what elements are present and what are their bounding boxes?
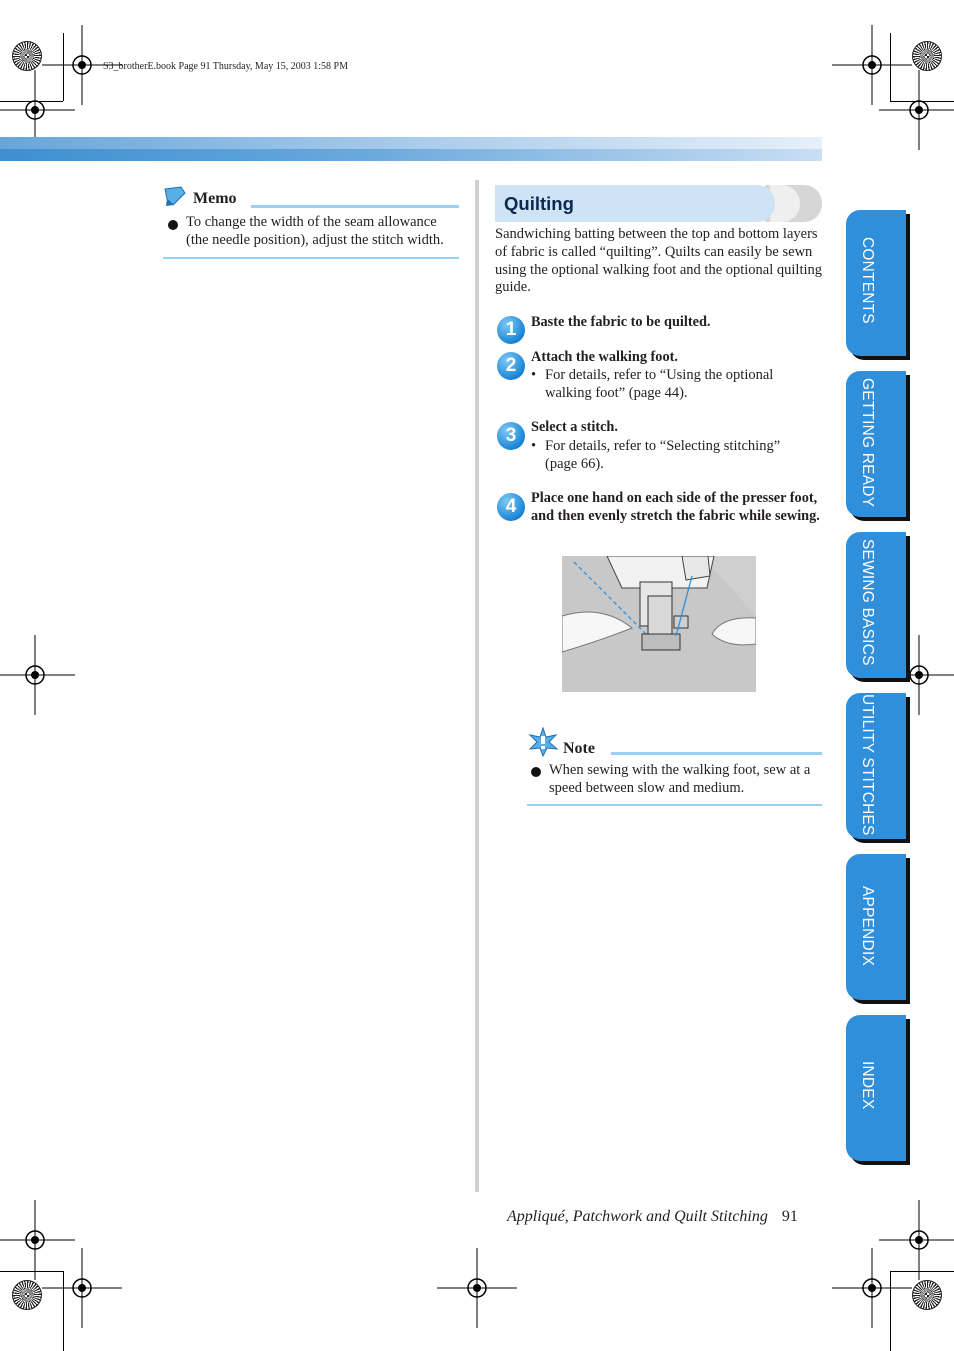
tab-utility-stitches[interactable] xyxy=(846,693,906,839)
step-detail-text: For details, refer to “Selecting stitching” (page 66). xyxy=(545,438,781,472)
trim-line xyxy=(0,1271,63,1272)
step-title: Select a stitch. xyxy=(531,419,618,435)
rosette-mark-icon xyxy=(912,41,942,71)
note-star-icon xyxy=(527,727,559,757)
memo-header xyxy=(163,185,459,209)
trim-line xyxy=(63,33,64,101)
registration-mark-icon xyxy=(42,1248,122,1328)
memo-title: Memo xyxy=(193,190,237,207)
note-rule xyxy=(611,752,822,755)
bullet-icon: • xyxy=(531,367,537,383)
step-title: Place one hand on each side of the presser foot, and then evenly stretch the fabric while sewing. xyxy=(531,490,820,524)
memo-item xyxy=(168,213,460,249)
trim-line xyxy=(890,33,891,101)
tab-contents[interactable] xyxy=(846,210,906,356)
note-bottom-rule xyxy=(527,804,822,806)
step-title: Attach the walking foot. xyxy=(531,349,678,365)
tab-label: UTILITY STITCHES xyxy=(859,694,876,836)
tab-index[interactable] xyxy=(846,1015,906,1161)
step-detail-text: For details, refer to “Using the optional walking foot” (page 44). xyxy=(545,367,774,401)
tab-label: CONTENTS xyxy=(859,237,876,324)
tab-appendix[interactable] xyxy=(846,854,906,1000)
chapter-title: Appliqué, Patchwork and Quilt Stitching xyxy=(507,1208,768,1225)
memo-bottom-rule xyxy=(163,257,459,259)
step-number-2: 2 xyxy=(497,352,525,380)
registration-mark-icon xyxy=(832,1248,912,1328)
memo-rule xyxy=(251,205,459,208)
bullet-icon xyxy=(168,217,178,235)
step-number-1: 1 xyxy=(497,316,525,344)
note-item-text: When sewing with the walking foot, sew at a speed between slow and medium. xyxy=(549,762,811,796)
walking-foot-illustration xyxy=(562,556,756,692)
step-number-3: 3 xyxy=(497,422,525,450)
bullet-icon xyxy=(531,765,541,783)
tab-label: SEWING BASICS xyxy=(859,539,876,666)
bullet-icon: • xyxy=(531,438,537,454)
trim-line xyxy=(890,1271,954,1272)
registration-mark-icon xyxy=(0,635,75,715)
section-title: Quilting xyxy=(504,193,574,214)
rosette-mark-icon xyxy=(12,41,42,71)
page-footer xyxy=(507,1208,798,1226)
section-heading xyxy=(495,185,822,222)
step-detail xyxy=(531,366,821,402)
registration-mark-icon xyxy=(437,1248,517,1328)
note-title: Note xyxy=(563,740,595,757)
step-title: Baste the fabric to be quilted. xyxy=(531,314,711,330)
trim-line xyxy=(890,1271,891,1351)
page-number: 91 xyxy=(781,1208,798,1225)
memo-pencil-icon xyxy=(163,185,187,207)
rosette-mark-icon xyxy=(912,1280,942,1310)
trim-line xyxy=(890,101,954,102)
step-number-4: 4 xyxy=(497,493,525,521)
tab-label: INDEX xyxy=(859,1061,876,1110)
note-header xyxy=(527,727,822,757)
trim-line xyxy=(0,101,63,102)
step-detail xyxy=(531,437,796,473)
note-item xyxy=(531,762,823,797)
rosette-mark-icon xyxy=(12,1280,42,1310)
print-job-info: S3_brotherE.book Page 91 Thursday, May 15, 2003 1:58 PM xyxy=(103,61,348,72)
trim-line xyxy=(63,1271,64,1351)
tab-getting-ready[interactable] xyxy=(846,371,906,517)
section-intro: Sandwiching batting between the top and bottom layers of fabric is called “quilting”. Quilts can easily be sewn using the optional walking foot and the optional quilting guide. xyxy=(495,226,823,296)
memo-item-text: To change the width of the seam allowance (the needle position), adjust the stitch width. xyxy=(186,214,444,248)
column-divider xyxy=(475,180,479,1192)
tab-label: GETTING READY xyxy=(859,378,876,508)
tab-sewing-basics[interactable] xyxy=(846,532,906,678)
tab-label: APPENDIX xyxy=(859,886,876,966)
header-band-highlight xyxy=(0,137,822,149)
